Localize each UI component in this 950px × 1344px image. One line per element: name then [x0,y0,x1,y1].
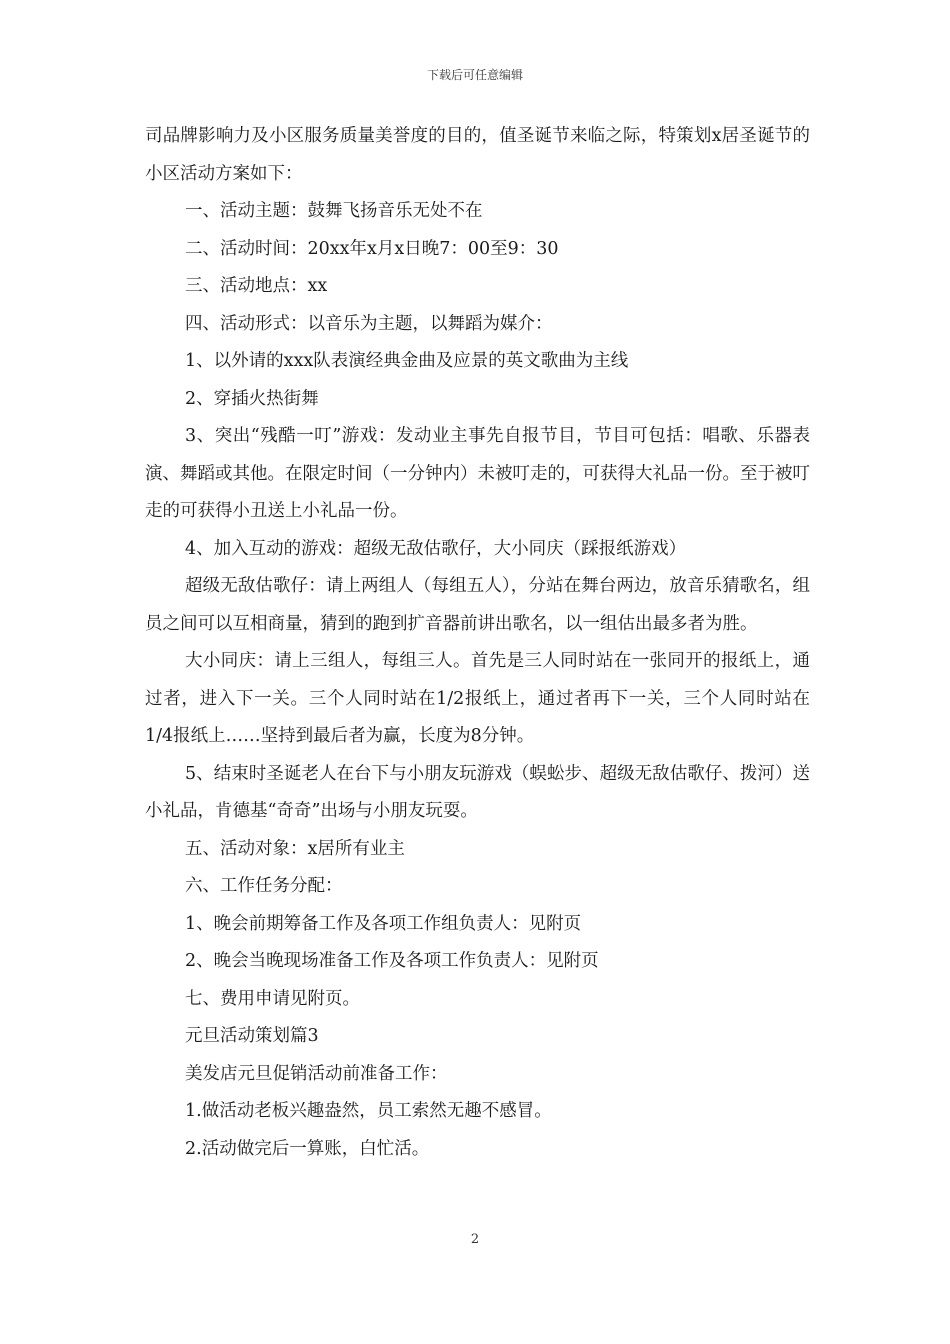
paragraph: 四、活动形式：以音乐为主题，以舞蹈为媒介： [185,313,553,334]
paragraph: 4、加入互动的游戏：超级无敌估歌仔，大小同庆（踩报纸游戏） [185,538,687,559]
paragraph: 1.做活动老板兴趣盎然，员工索然无趣不感冒。 [185,1101,552,1121]
section-heading: 元旦活动策划篇3 [185,1026,319,1046]
paragraph: 3、突出“残酷一叮”游戏：发动业主事先自报节目，节目可包括：唱歌、乐器表演、舞蹈或其他。在限定时间（一分钟内）未被叮走的，可获得大礼品一份。至于被叮走的可获得小丑送上小礼品一份。 [145,426,810,521]
paragraph: 大小同庆：请上三组人，每组三人。首先是三人同时站在一张同开的报纸上，通过者，进入下一关。三个人同时站在1/2报纸上，通过者再下一关，三个人同时站在1/4报纸上……坚持到最后者为赢，长度为8分钟。 [145,651,810,746]
paragraph: 五、活动对象：x居所有业主 [185,838,405,859]
paragraph: 三、活动地点：xx [185,276,328,296]
paragraph: 2、穿插火热街舞 [185,388,319,409]
page-header: 下载后可任意编辑 [426,68,523,82]
page-number: 2 [470,1232,480,1247]
paragraph: 2.活动做完后一算账，白忙活。 [185,1138,430,1159]
paragraph: 5、结束时圣诞老人在台下与小朋友玩游戏（蜈蚣步、超级无敌估歌仔、拨河）送小礼品，肯德基“奇奇”出场与小朋友玩耍。 [145,763,810,821]
paragraph: 司品牌影响力及小区服务质量美誉度的目的，值圣诞节来临之际，特策划x居圣诞节的小区活动方案如下： [145,126,810,184]
paragraph: 六、工作任务分配： [185,876,343,896]
paragraph: 七、费用申请见附页。 [185,988,360,1009]
paragraph: 超级无敌估歌仔：请上两组人（每组五人），分站在舞台两边，放音乐猜歌名，组员之间可以互相商量，猜到的跑到扩音器前讲出歌名，以一组估出最多者为胜。 [145,576,810,634]
paragraph: 一、活动主题：鼓舞飞扬音乐无处不在 [185,201,483,221]
paragraph: 二、活动时间：20xx年x月x日晚7：00至9：30 [185,238,559,259]
paragraph: 1、晚会前期筹备工作及各项工作组负责人：见附页 [185,913,582,934]
paragraph: 1、以外请的xxx队表演经典金曲及应景的英文歌曲为主线 [185,351,629,371]
document-body [145,118,810,1168]
paragraph: 美发店元旦促销活动前准备工作： [185,1063,448,1084]
paragraph: 2、晚会当晚现场准备工作及各项工作负责人：见附页 [185,951,599,971]
